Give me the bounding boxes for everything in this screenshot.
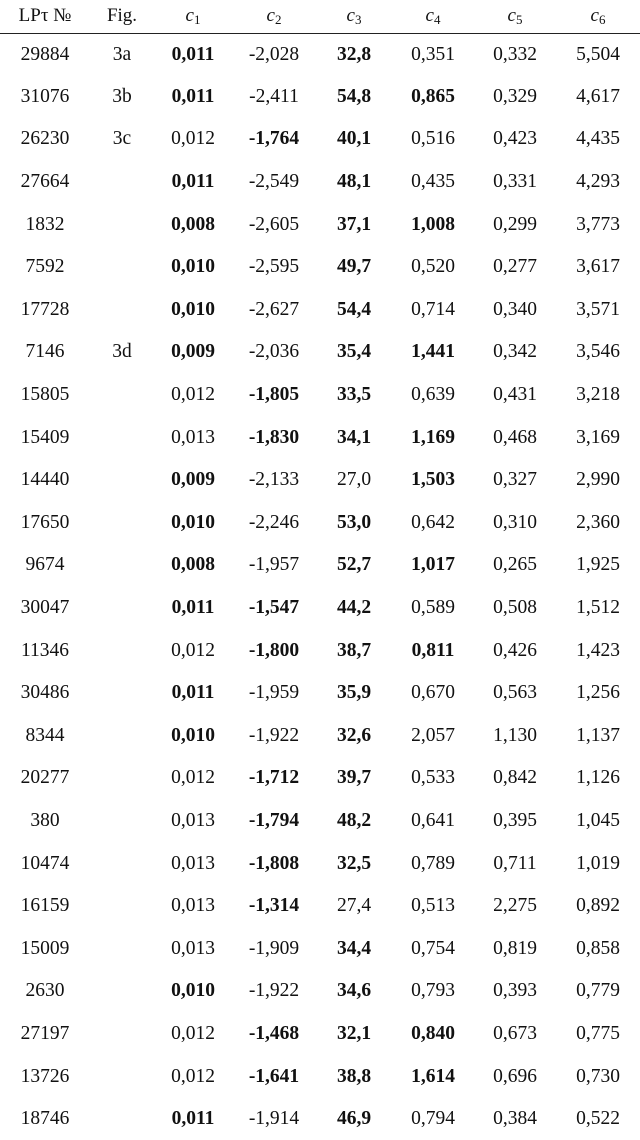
figure-cell: 3a <box>112 43 132 65</box>
c1-cell: 0,011 <box>171 43 215 65</box>
c1-cell: 0,013 <box>171 426 215 448</box>
c3-cell: 44,2 <box>336 597 372 619</box>
c5-cell: 0,468 <box>493 426 537 448</box>
lp-number-cell: 29884 <box>20 43 70 65</box>
table-row <box>0 800 640 843</box>
c6-cell: 5,504 <box>576 43 620 65</box>
figure-cell <box>90 1013 154 1056</box>
c2-cell: -2,028 <box>248 43 300 65</box>
figure-cell <box>90 800 154 843</box>
c4-cell: 0,533 <box>411 767 455 789</box>
c6-cell: 3,169 <box>576 426 620 448</box>
c2-cell: -1,641 <box>248 1065 300 1087</box>
c2-cell: -2,246 <box>248 511 300 533</box>
c5-cell: 0,508 <box>493 597 537 619</box>
table-row <box>0 161 640 204</box>
figure-cell: 3c <box>112 128 132 150</box>
c1-cell: 0,013 <box>171 852 215 874</box>
c2-cell: -1,468 <box>248 1022 300 1044</box>
table-row <box>0 587 640 630</box>
c4-cell: 0,714 <box>411 298 455 320</box>
c6-cell: 3,218 <box>576 384 620 406</box>
table-row <box>0 118 640 161</box>
c4-cell: 0,642 <box>411 511 455 533</box>
figure-cell: 3d <box>112 341 132 363</box>
figure-cell <box>90 715 154 758</box>
c4-cell: 1,503 <box>411 469 455 491</box>
c4-cell: 0,670 <box>411 682 455 704</box>
c3-cell: 34,4 <box>336 937 372 959</box>
c4-cell: 0,513 <box>411 895 455 917</box>
c5-cell: 2,275 <box>493 895 537 917</box>
lp-number-cell: 7146 <box>25 341 65 363</box>
c5-cell: 0,711 <box>493 852 537 874</box>
c3-cell: 37,1 <box>336 213 372 235</box>
c3-cell: 49,7 <box>336 256 372 278</box>
lp-number-cell: 8344 <box>25 724 65 746</box>
lp-number-cell: 14440 <box>20 469 70 491</box>
c4-cell: 0,794 <box>411 1108 455 1130</box>
lp-number-cell: 9674 <box>25 554 65 576</box>
figure-cell: 3b <box>112 85 132 107</box>
figure-cell <box>90 672 154 715</box>
c3-cell: 52,7 <box>336 554 372 576</box>
c6-cell: 2,990 <box>576 469 620 491</box>
figure-cell <box>90 1055 154 1098</box>
c3-cell: 27,4 <box>336 895 372 917</box>
c6-cell: 1,256 <box>576 682 620 704</box>
lp-number-cell: 15409 <box>20 426 70 448</box>
figure-cell <box>90 842 154 885</box>
c1-cell: 0,013 <box>171 937 215 959</box>
c1-cell: 0,009 <box>171 341 215 363</box>
c1-cell: 0,012 <box>171 128 215 150</box>
c5-cell: 0,393 <box>493 980 537 1002</box>
c4-cell: 1,008 <box>411 213 455 235</box>
figure-cell <box>90 416 154 459</box>
c5-cell: 0,563 <box>493 682 537 704</box>
table-row <box>0 33 640 76</box>
c5-cell: 0,423 <box>493 128 537 150</box>
c3-cell: 54,4 <box>336 298 372 320</box>
c4-cell: 0,639 <box>411 384 455 406</box>
header-figure: Fig. <box>90 0 154 33</box>
c1-cell: 0,008 <box>171 213 215 235</box>
figure-cell <box>90 970 154 1013</box>
c6-cell: 3,571 <box>576 298 620 320</box>
figure-cell <box>90 246 154 289</box>
table-row <box>0 502 640 545</box>
c2-cell: -1,922 <box>248 724 300 746</box>
c5-cell: 0,342 <box>493 341 537 363</box>
c1-cell: 0,012 <box>171 1022 215 1044</box>
table-body <box>0 33 640 1140</box>
table-row <box>0 885 640 928</box>
c6-cell: 0,730 <box>576 1065 620 1087</box>
lp-number-cell: 2630 <box>25 980 65 1002</box>
table-row <box>0 544 640 587</box>
c5-cell: 0,329 <box>493 85 537 107</box>
figure-cell <box>90 289 154 332</box>
c6-cell: 1,137 <box>576 724 620 746</box>
figure-cell <box>90 544 154 587</box>
c2-cell: -1,957 <box>248 554 300 576</box>
c5-cell: 0,395 <box>493 809 537 831</box>
c6-cell: 3,546 <box>576 341 620 363</box>
c4-cell: 2,057 <box>411 724 455 746</box>
c3-cell: 38,8 <box>336 1065 372 1087</box>
c5-cell: 0,331 <box>493 171 537 193</box>
c3-cell: 53,0 <box>336 511 372 533</box>
c4-cell: 0,840 <box>411 1022 455 1044</box>
c5-cell: 0,277 <box>493 256 537 278</box>
c1-cell: 0,012 <box>171 384 215 406</box>
c3-cell: 38,7 <box>336 639 372 661</box>
c2-cell: -1,914 <box>248 1108 300 1130</box>
figure-cell <box>90 502 154 545</box>
lp-number-cell: 17650 <box>20 511 70 533</box>
lp-number-cell: 7592 <box>25 256 65 278</box>
figure-cell <box>90 757 154 800</box>
c4-cell: 0,641 <box>411 809 455 831</box>
c1-cell: 0,009 <box>171 469 215 491</box>
table-row <box>0 374 640 417</box>
c2-cell: -2,411 <box>249 85 299 107</box>
lp-number-cell: 15805 <box>20 384 70 406</box>
c6-cell: 0,892 <box>576 895 620 917</box>
c2-cell: -2,133 <box>248 469 300 491</box>
c2-cell: -1,712 <box>248 767 300 789</box>
c4-cell: 0,865 <box>411 85 455 107</box>
header-c4: $c_4$ <box>392 0 474 33</box>
c3-cell: 48,2 <box>336 809 372 831</box>
c3-cell: 54,8 <box>336 85 372 107</box>
lp-number-cell: 13726 <box>20 1065 70 1087</box>
c6-cell: 1,126 <box>576 767 620 789</box>
c2-cell: -2,627 <box>248 298 300 320</box>
c1-cell: 0,010 <box>171 980 215 1002</box>
table-row <box>0 1098 640 1140</box>
c2-cell: -1,909 <box>248 937 300 959</box>
c4-cell: 0,351 <box>411 43 455 65</box>
c1-cell: 0,013 <box>171 809 215 831</box>
table-row <box>0 1055 640 1098</box>
lp-number-cell: 30486 <box>20 682 70 704</box>
c2-cell: -1,764 <box>248 128 300 150</box>
c4-cell: 0,520 <box>411 256 455 278</box>
lp-number-cell: 17728 <box>20 298 70 320</box>
lp-number-cell: 31076 <box>20 85 70 107</box>
c6-cell: 1,045 <box>576 809 620 831</box>
figure-cell <box>90 203 154 246</box>
c4-cell: 1,169 <box>411 426 455 448</box>
c2-cell: -1,547 <box>248 597 300 619</box>
c4-cell: 0,516 <box>411 128 455 150</box>
c2-cell: -2,036 <box>248 341 300 363</box>
c1-cell: 0,010 <box>171 256 215 278</box>
c6-cell: 3,617 <box>576 256 620 278</box>
c3-cell: 46,9 <box>336 1108 372 1130</box>
c1-cell: 0,010 <box>171 724 215 746</box>
c1-cell: 0,011 <box>171 1108 215 1130</box>
table-row <box>0 757 640 800</box>
header-c1: $c_1$ <box>154 0 232 33</box>
table-row <box>0 289 640 332</box>
table-row <box>0 416 640 459</box>
figure-cell <box>90 927 154 970</box>
c2-cell: -1,808 <box>248 852 300 874</box>
table-row <box>0 672 640 715</box>
c5-cell: 0,299 <box>493 213 537 235</box>
c2-cell: -1,959 <box>248 682 300 704</box>
table-row <box>0 842 640 885</box>
c6-cell: 1,512 <box>576 597 620 619</box>
lp-number-cell: 27197 <box>20 1022 70 1044</box>
table-row <box>0 715 640 758</box>
c1-cell: 0,010 <box>171 298 215 320</box>
c1-cell: 0,011 <box>171 171 215 193</box>
c4-cell: 0,435 <box>411 171 455 193</box>
header-row <box>0 0 640 33</box>
c1-cell: 0,011 <box>171 597 215 619</box>
c6-cell: 3,773 <box>576 213 620 235</box>
c3-cell: 32,8 <box>336 43 372 65</box>
c5-cell: 0,673 <box>493 1022 537 1044</box>
header-c2: $c_2$ <box>232 0 316 33</box>
table-row <box>0 331 640 374</box>
figure-cell <box>90 587 154 630</box>
c5-cell: 0,265 <box>493 554 537 576</box>
header-c6: $c_6$ <box>556 0 640 33</box>
c2-cell: -1,800 <box>248 639 300 661</box>
lp-number-cell: 1832 <box>25 213 65 235</box>
c3-cell: 27,0 <box>336 469 372 491</box>
c3-cell: 48,1 <box>336 171 372 193</box>
c4-cell: 1,441 <box>411 341 455 363</box>
c6-cell: 1,019 <box>576 852 620 874</box>
c2-cell: -1,314 <box>248 895 300 917</box>
c5-cell: 0,431 <box>493 384 537 406</box>
figure-cell <box>90 885 154 928</box>
table-row <box>0 1013 640 1056</box>
c6-cell: 4,617 <box>576 85 620 107</box>
figure-cell <box>90 374 154 417</box>
c5-cell: 0,332 <box>493 43 537 65</box>
c6-cell: 4,293 <box>576 171 620 193</box>
header-c5: $c_5$ <box>474 0 556 33</box>
c5-cell: 0,327 <box>493 469 537 491</box>
c5-cell: 0,340 <box>493 298 537 320</box>
lp-number-cell: 11346 <box>20 639 70 661</box>
table-row <box>0 459 640 502</box>
c1-cell: 0,008 <box>171 554 215 576</box>
table-row <box>0 203 640 246</box>
c6-cell: 0,522 <box>576 1108 620 1130</box>
c2-cell: -2,549 <box>248 171 300 193</box>
c1-cell: 0,011 <box>171 682 215 704</box>
c5-cell: 0,426 <box>493 639 537 661</box>
c4-cell: 0,811 <box>411 639 455 661</box>
c4-cell: 0,754 <box>411 937 455 959</box>
table-row <box>0 970 640 1013</box>
c1-cell: 0,013 <box>171 895 215 917</box>
c2-cell: -2,605 <box>248 213 300 235</box>
c3-cell: 40,1 <box>336 128 372 150</box>
table-row <box>0 629 640 672</box>
c6-cell: 4,435 <box>576 128 620 150</box>
c3-cell: 35,4 <box>336 341 372 363</box>
figure-cell <box>90 1098 154 1140</box>
c3-cell: 32,1 <box>336 1022 372 1044</box>
c5-cell: 0,819 <box>493 937 537 959</box>
c2-cell: -2,595 <box>248 256 300 278</box>
c3-cell: 32,5 <box>336 852 372 874</box>
c3-cell: 34,6 <box>336 980 372 1002</box>
figure-cell <box>90 459 154 502</box>
c6-cell: 1,423 <box>576 639 620 661</box>
figure-cell <box>90 629 154 672</box>
c5-cell: 1,130 <box>493 724 537 746</box>
c4-cell: 0,589 <box>411 597 455 619</box>
header-lp-number: LPτ № <box>0 0 90 33</box>
c4-cell: 1,017 <box>411 554 455 576</box>
lp-number-cell: 16159 <box>20 895 70 917</box>
c5-cell: 0,696 <box>493 1065 537 1087</box>
c1-cell: 0,012 <box>171 639 215 661</box>
c4-cell: 0,793 <box>411 980 455 1002</box>
c4-cell: 0,789 <box>411 852 455 874</box>
c6-cell: 0,779 <box>576 980 620 1002</box>
c3-cell: 39,7 <box>336 767 372 789</box>
lp-number-cell: 10474 <box>20 852 70 874</box>
lp-number-cell: 380 <box>30 809 60 831</box>
c5-cell: 0,384 <box>493 1108 537 1130</box>
c1-cell: 0,012 <box>171 1065 215 1087</box>
c1-cell: 0,012 <box>171 767 215 789</box>
c3-cell: 32,6 <box>336 724 372 746</box>
c3-cell: 34,1 <box>336 426 372 448</box>
table-row <box>0 76 640 119</box>
c6-cell: 1,925 <box>576 554 620 576</box>
figure-cell <box>90 161 154 204</box>
c2-cell: -1,794 <box>248 809 300 831</box>
c2-cell: -1,830 <box>248 426 300 448</box>
c4-cell: 1,614 <box>411 1065 455 1087</box>
c3-cell: 35,9 <box>336 682 372 704</box>
c5-cell: 0,310 <box>493 511 537 533</box>
c6-cell: 0,775 <box>576 1022 620 1044</box>
table-row <box>0 246 640 289</box>
c3-cell: 33,5 <box>336 384 372 406</box>
lp-number-cell: 20277 <box>20 767 70 789</box>
lp-number-cell: 26230 <box>20 128 70 150</box>
c2-cell: -1,922 <box>248 980 300 1002</box>
c2-cell: -1,805 <box>248 384 300 406</box>
c1-cell: 0,010 <box>171 511 215 533</box>
lp-number-cell: 18746 <box>20 1108 70 1130</box>
c5-cell: 0,842 <box>493 767 537 789</box>
header-c3: $c_3$ <box>316 0 392 33</box>
lp-number-cell: 27664 <box>20 171 70 193</box>
table-row <box>0 927 640 970</box>
lp-number-cell: 30047 <box>20 597 70 619</box>
lp-number-cell: 15009 <box>20 937 70 959</box>
c6-cell: 0,858 <box>576 937 620 959</box>
c1-cell: 0,011 <box>171 85 215 107</box>
c6-cell: 2,360 <box>576 511 620 533</box>
